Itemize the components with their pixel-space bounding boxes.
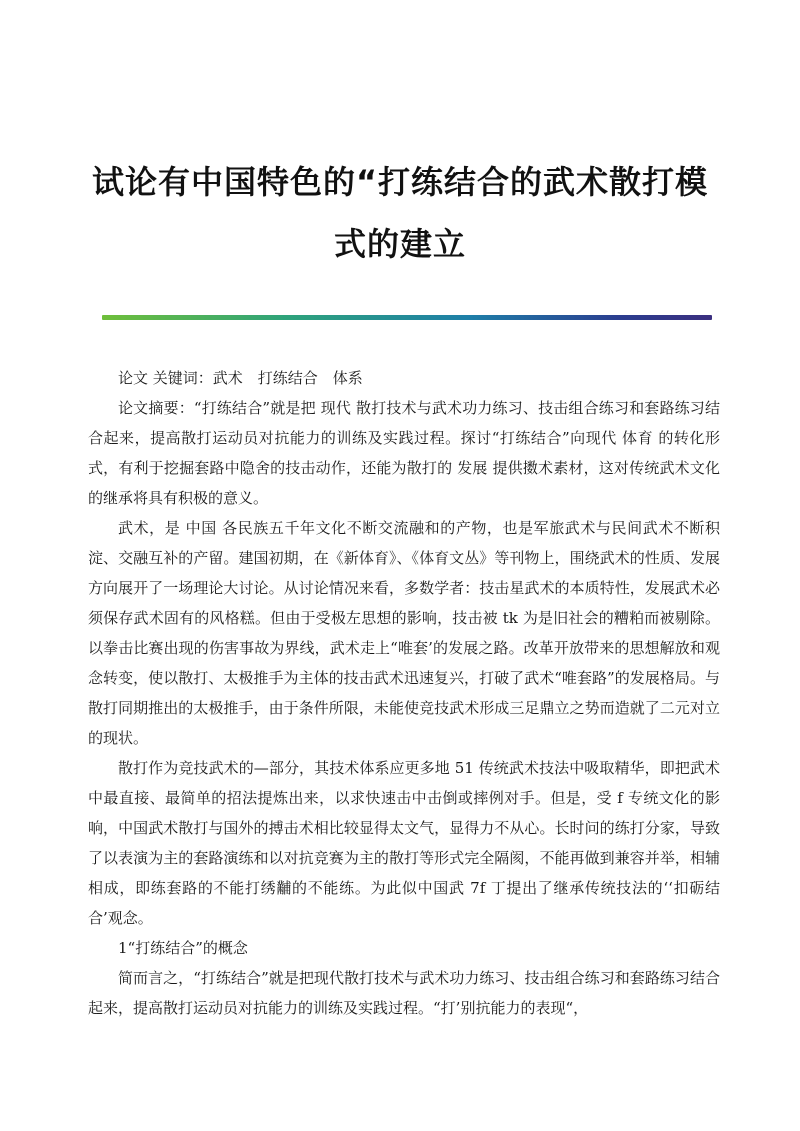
- document-title-line-1: 试论有中国特色的“打练结合的武术散打模: [91, 163, 709, 201]
- section-heading: 1“打练结合”的概念: [118, 939, 248, 957]
- document-body: [88, 363, 720, 1023]
- keywords-line: 论文 关键词：武术 打练结合 体系: [118, 369, 363, 387]
- title-divider: [102, 315, 712, 320]
- document-title-line-2: 式的建立: [333, 225, 466, 263]
- body-paragraph-2: 散打作为竞技武术的—部分，其技术体系应更多地 51 传统武术技法中吸取精华，即把武术中最直接、最简单的招法提炼出来，以求快速击中击倒或摔例对手。但是，受 f 专统文化的影响，中国武术散打与国外的搏击术相比较显得太文气，显得力不从心。长时问的练打分家，导致了以表演为主的套路演练和以对抗竞赛为主的散打等形式完全隔阂，不能再做到兼容并举，相辅相成，即练套路的不能打绣黼的不能练。为此似中国武 7f 丁提出了继承传统技法的‘‘扣砺结合’观念。: [88, 759, 720, 927]
- body-paragraph-1: 武术，是 中国 各民族五千年文化不断交流融和的产物，也是军旅武术与民间武术不断积淀、交融互补的产留。建国初期，在《新体育》、《体育文丛》等刊物上，围绕武术的性质、发展方向展开了一场理论大讨论。从讨论情况来看，多数学者：技击星武术的本质特性，发展武术必须保存武术固有的风格糕。但由于受极左思想的影响，技击被 tk 为是旧社会的糟粕而被剔除。以拳击比赛出现的伤害事故为界线，武术走上“唯套’的发展之路。改革开放带来的思想解放和观念转变，使以散打、太极推手为主体的技击武术迅速复兴，打破了武术“唯套路”的发展格局。与散打同期推出的太极推手，由于条件所限，未能使竞技武术形成三足鼎立之势而造就了二元对立的现状。: [88, 519, 720, 747]
- body-paragraph-3: 简而言之，“打练结合”就是把现代散打技术与武术功力练习、技击组合练习和套路练习结合起来，提高散打运动员对抗能力的训练及实践过程。“打’别抗能力的表现“，: [88, 969, 720, 1017]
- abstract-paragraph: 论文摘要：“打练结合”就是把 现代 散打技术与武术功力练习、技击组合练习和套路练习结合起来，提高散打运动员对抗能力的训练及实践过程。探讨“打练结合”向现代 体育 的转化形式，有利于挖掘套路中隐舍的技击动作，还能为散打的 发展 提供擞术素材，这对传统武术文化的继承将具有积极的意义。: [88, 399, 720, 507]
